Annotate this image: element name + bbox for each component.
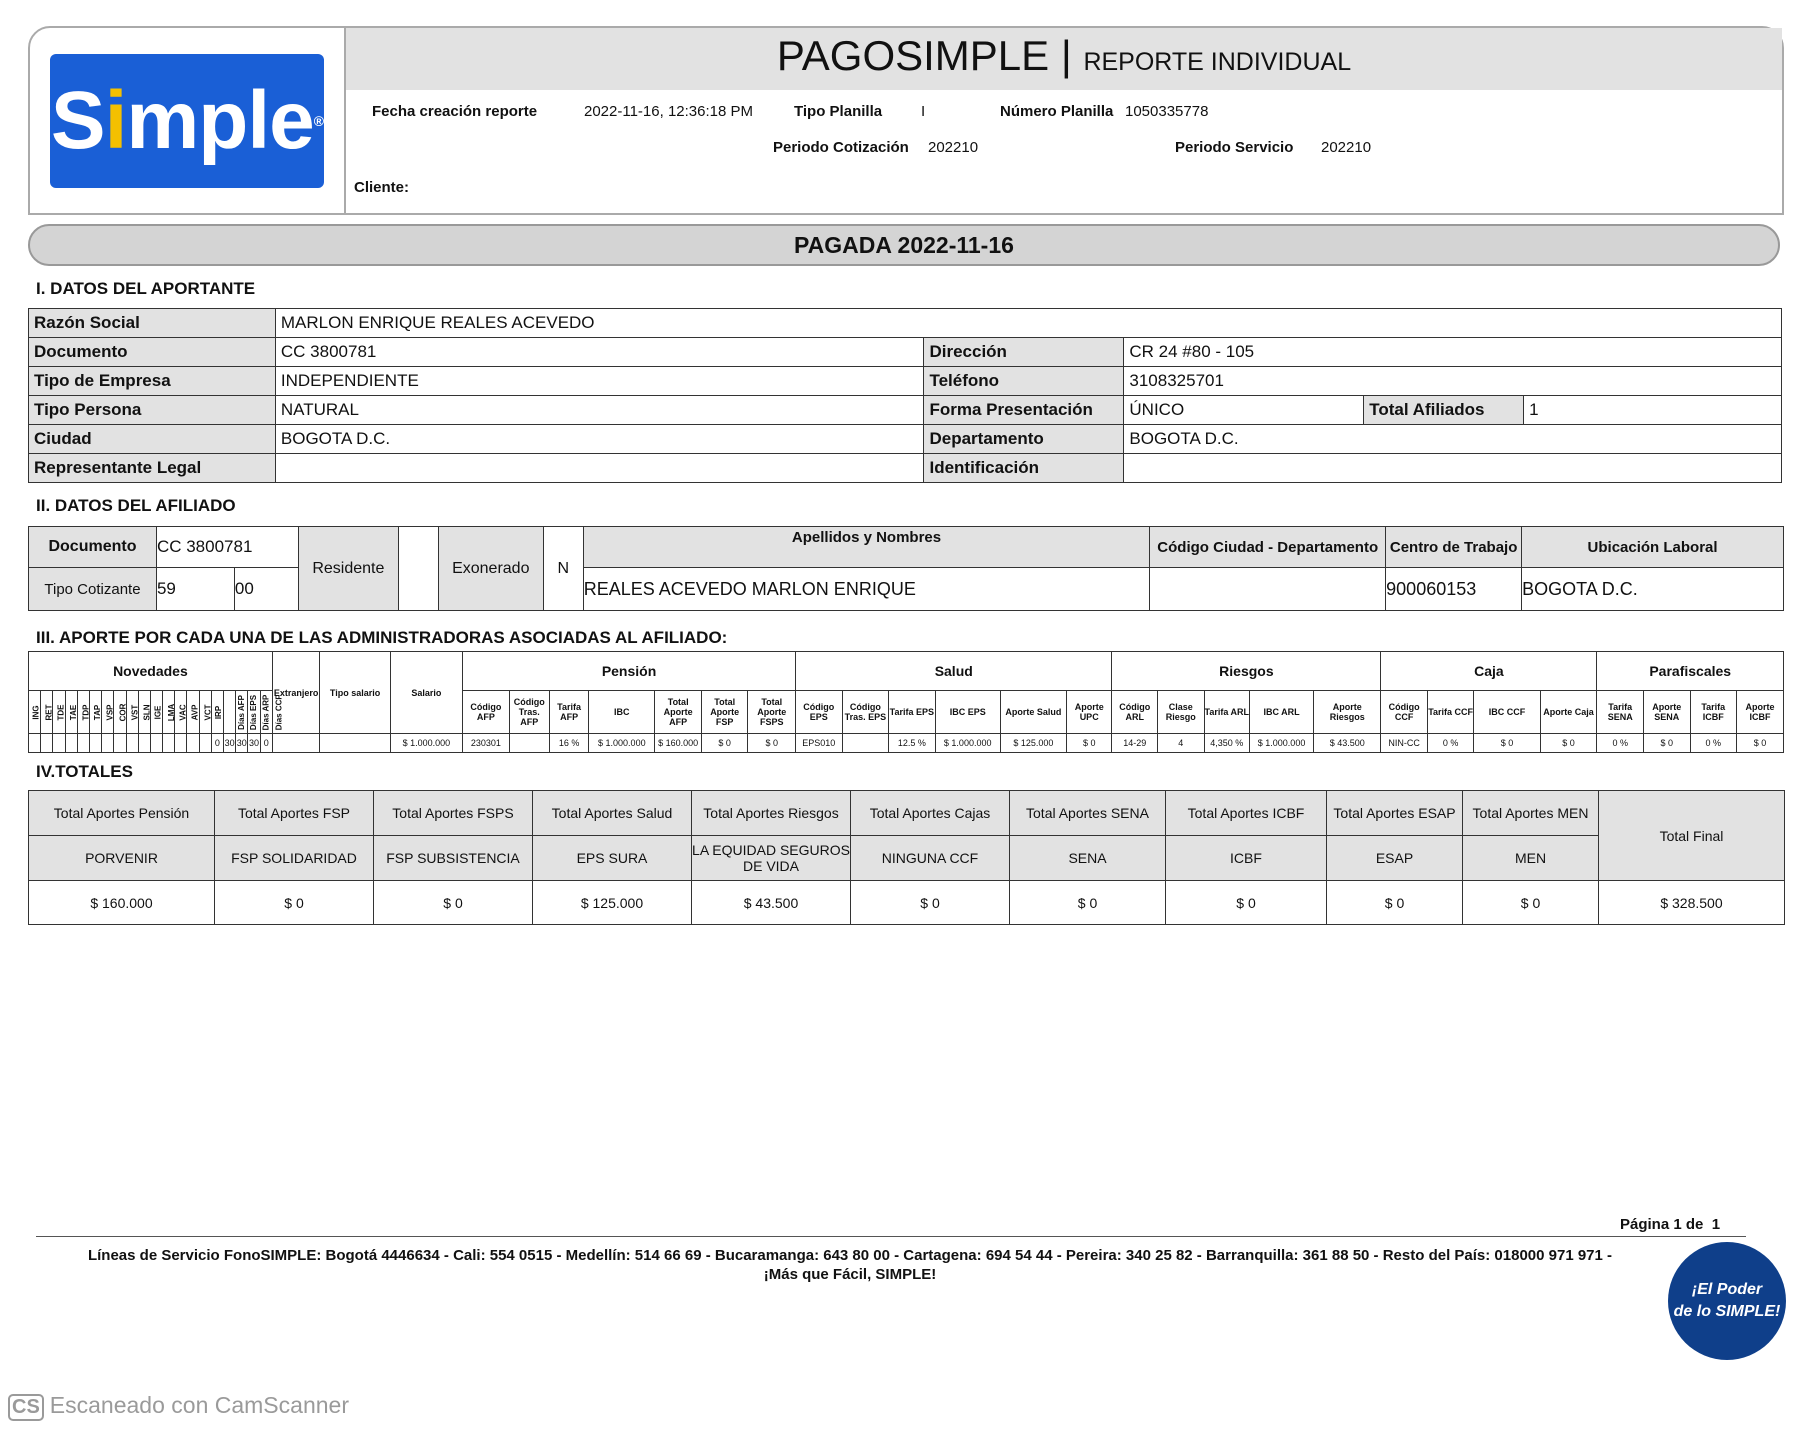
fecha-value: 2022-11-16, 12:36:18 PM [584,103,754,120]
forma-presentacion-label: Forma Presentación [924,396,1124,425]
logo-area [30,28,346,213]
total-amount: $ 0 [374,881,533,925]
table-cell [163,734,175,753]
novedad-header: AVP [187,691,199,734]
total-header: Total Aportes Salud [533,791,692,836]
column-header: Total Aporte FSPS [748,691,796,734]
novedad-header: VSP [102,691,114,734]
report-subtitle: REPORTE INDIVIDUAL [1083,48,1352,76]
table-cell: EPS010 [796,734,843,753]
section-1-title: I. DATOS DEL APORTANTE [36,279,256,298]
apellidos-value: REALES ACEVEDO MARLON ENRIQUE [583,568,1150,611]
entity-name: FSP SUBSISTENCIA [374,836,533,881]
salud-header: Salud [796,652,1112,691]
exonerado-value: N [543,527,583,611]
direccion-value: CR 24 #80 - 105 [1124,338,1782,367]
table-row [29,836,1785,881]
tipo-planilla-value: I [921,103,926,120]
report-header [28,26,1784,215]
table-row [29,527,1784,568]
novedad-header: TAE [65,691,77,734]
total-amount: $ 0 [1327,881,1463,925]
column-header: Código Tras. EPS [842,691,889,734]
totales-table [28,790,1785,925]
camscanner-watermark: CS Escaneado con CamScanner [8,1392,349,1421]
entity-name: LA EQUIDAD SEGUROS DE VIDA [692,836,851,881]
column-header: Tarifa AFP [549,691,588,734]
total-header: Total Aportes SENA [1010,791,1166,836]
total-amount: $ 0 [851,881,1010,925]
table-row [29,881,1785,925]
departamento-value: BOGOTA D.C. [1124,425,1782,454]
tipo-salario-header: Tipo salario [320,652,390,734]
column-header: Tarifa EPS [889,691,936,734]
periodo-cotizacion-value: 202210 [928,139,979,156]
table-row [29,734,1784,753]
novedad-header: Días CCF [260,691,272,734]
table-cell [102,734,114,753]
table-row [29,454,1782,483]
parafiscales-header: Parafiscales [1597,652,1784,691]
total-amount: $ 0 [215,881,374,925]
table-cell: 14-29 [1112,734,1158,753]
table-cell [89,734,101,753]
exonerado-label: Exonerado [438,527,543,611]
documento-value: CC 3800781 [275,338,924,367]
title-band [346,28,1782,90]
novedad-header: TDP [77,691,89,734]
table-cell: $ 1.000.000 [390,734,462,753]
table-cell: $ 0 [748,734,796,753]
total-amount: $ 0 [1166,881,1327,925]
table-row [29,309,1782,338]
table-cell [272,734,320,753]
total-afiliados-label: Total Afiliados [1364,396,1524,425]
table-cell: 30 [248,734,260,753]
novedad-header: TDE [53,691,65,734]
periodo-servicio-label: Periodo Servicio [1175,139,1294,156]
total-header: Total Aportes Cajas [851,791,1010,836]
novedad-header: ING [29,691,41,734]
table-row [29,568,1784,611]
total-header: Total Aportes ESAP [1327,791,1463,836]
table-cell [175,734,187,753]
table-cell: $ 125.000 [1000,734,1066,753]
residente-label: Residente [298,527,398,611]
camscanner-logo: CS [8,1394,44,1421]
table-cell: 16 % [549,734,588,753]
numero-planilla-label: Número Planilla [1000,103,1114,120]
total-header: Total Aportes Riesgos [692,791,851,836]
column-header: Aporte Salud [1000,691,1066,734]
column-header: Código AFP [463,691,510,734]
novedad-header: VCT [199,691,211,734]
slogan: ¡Más que Fácil, SIMPLE! [763,1266,937,1283]
table-cell [126,734,138,753]
entity-name: EPS SURA [533,836,692,881]
table-cell [199,734,211,753]
novedad-header: LMA [163,691,175,734]
column-header: Total Aporte AFP [655,691,702,734]
periodo-servicio-value: 202210 [1321,139,1372,156]
caja-header: Caja [1381,652,1597,691]
table-row [29,338,1782,367]
total-amount: $ 0 [1010,881,1166,925]
representante-label: Representante Legal [29,454,276,483]
table-cell: $ 0 [701,734,748,753]
novedad-header: VST [126,691,138,734]
table-cell: 12.5 % [889,734,936,753]
table-cell [320,734,390,753]
total-afiliados-value: 1 [1524,396,1782,425]
table-row [29,396,1782,425]
table-cell [77,734,89,753]
total-amount: $ 43.500 [692,881,851,925]
table-cell: 0 % [1597,734,1644,753]
column-header: Código CCF [1381,691,1428,734]
entity-name: PORVENIR [29,836,215,881]
table-cell: $ 0 [1737,734,1784,753]
column-header: Código EPS [796,691,843,734]
table-cell: 0 [211,734,223,753]
column-header: Código ARL [1112,691,1158,734]
footer-text [30,1246,1670,1284]
table-cell [114,734,126,753]
documento-value: CC 3800781 [156,527,298,568]
entity-name: SENA [1010,836,1166,881]
ciudad-label: Ciudad [29,425,276,454]
centro-trabajo-value: 900060153 [1386,568,1522,611]
column-header: Aporte UPC [1066,691,1112,734]
novedad-header: Días EPS [236,691,248,734]
novedad-header: Días ARP [248,691,260,734]
total-header: Total Aportes ICBF [1166,791,1327,836]
table-cell [65,734,77,753]
identificacion-label: Identificación [924,454,1124,483]
table-cell: 230301 [463,734,510,753]
table-cell: 4 [1157,734,1204,753]
table-cell [41,734,53,753]
total-amount: $ 160.000 [29,881,215,925]
tipo-persona-value: NATURAL [275,396,924,425]
table-cell [842,734,889,753]
cliente-label: Cliente: [354,179,410,196]
afiliado-table [28,526,1784,611]
column-header: Aporte Caja [1540,691,1597,734]
novedad-header: COR [114,691,126,734]
table-cell [509,734,549,753]
salario-header: Salario [390,652,462,734]
total-header: Total Aportes MEN [1463,791,1599,836]
novedad-header: TAP [89,691,101,734]
service-lines: Líneas de Servicio FonoSIMPLE: Bogotá 4446634 - Cali: 554 0515 - Medellín: 514 66 69 - Bucaramanga: 643 80 00 - Cartagena: 694 54 44 - Pereira: 340 25 82 - Barranquilla: 361 88 50 - Resto del País: 018000 971 971 - [87,1247,1613,1264]
table-cell: 4,350 % [1204,734,1250,753]
tipo-cotizante-value: 59 [156,568,234,611]
razon-social-value: MARLON ENRIQUE REALES ACEVEDO [275,309,1781,338]
total-amount: $ 125.000 [533,881,692,925]
subtipo-value: 00 [234,568,298,611]
aportante-table [28,308,1782,483]
ubicacion-label: Ubicación Laboral [1522,527,1784,568]
table-cell [150,734,162,753]
column-header: Tarifa ICBF [1690,691,1737,734]
tipo-empresa-label: Tipo de Empresa [29,367,276,396]
column-header: Aporte ICBF [1737,691,1784,734]
centro-trabajo-label: Centro de Trabajo [1386,527,1522,568]
column-header: Aporte Riesgos [1314,691,1381,734]
entity-name: NINGUNA CCF [851,836,1010,881]
section-3-title: III. APORTE POR CADA UNA DE LAS ADMINISTRADORAS ASOCIADAS AL AFILIADO: [36,628,728,647]
ubicacion-value: BOGOTA D.C. [1522,568,1784,611]
page-number: Página 1 de 1 [1620,1216,1721,1233]
codigo-ciudad-label: Código Ciudad - Departamento [1150,527,1386,568]
report-title: PAGOSIMPLE | REPORTE INDIVIDUAL [776,32,1352,79]
total-final-value: $ 328.500 [1599,881,1785,925]
fecha-label: Fecha creación reporte [372,103,538,120]
extranjero-header: Extranjero [272,652,320,734]
novedad-header: VAC [175,691,187,734]
status-banner: PAGADA 2022-11-16 [28,224,1780,266]
telefono-label: Teléfono [924,367,1124,396]
column-header: IBC EPS [935,691,1000,734]
column-header: Clase Riesgo [1157,691,1204,734]
novedad-header: RET [41,691,53,734]
table-cell: $ 0 [1540,734,1597,753]
table-row [29,791,1785,836]
table-cell: $ 0 [1474,734,1540,753]
apellidos-label: Apellidos y Nombres [583,527,1150,568]
total-header: Total Aportes Pensión [29,791,215,836]
table-cell: 0 % [1427,734,1474,753]
footer-divider [36,1236,1746,1237]
table-row [29,367,1782,396]
documento-label: Documento [29,527,157,568]
table-cell: $ 0 [1066,734,1112,753]
table-cell [29,734,41,753]
column-header: Tarifa ARL [1204,691,1250,734]
table-cell: $ 1.000.000 [589,734,655,753]
column-header: IBC [589,691,655,734]
table-cell [187,734,199,753]
direccion-label: Dirección [924,338,1124,367]
aportes-table [28,651,1784,753]
tipo-planilla-label: Tipo Planilla [794,103,883,120]
table-cell [138,734,150,753]
total-header: Total Aportes FSP [215,791,374,836]
entity-name: ESAP [1327,836,1463,881]
table-row [29,652,1784,691]
table-cell: $ 1.000.000 [935,734,1000,753]
column-header: Total Aporte FSP [701,691,748,734]
column-header: Tarifa CCF [1427,691,1474,734]
table-cell: NIN-CC [1381,734,1428,753]
poder-simple-badge: ¡El Poder de lo SIMPLE! [1668,1242,1786,1360]
entity-name: FSP SOLIDARIDAD [215,836,374,881]
pension-header: Pensión [463,652,796,691]
table-cell: 30 [236,734,248,753]
forma-presentacion-value: ÚNICO [1124,396,1364,425]
entity-name: ICBF [1166,836,1327,881]
table-cell: 0 % [1690,734,1737,753]
section-4-title: IV.TOTALES [36,762,133,781]
table-cell: $ 0 [1643,734,1690,753]
table-cell: 30 [224,734,236,753]
residente-value [398,527,438,611]
razon-social-label: Razón Social [29,309,276,338]
total-amount: $ 0 [1463,881,1599,925]
column-header: IBC CCF [1474,691,1540,734]
riesgos-header: Riesgos [1112,652,1381,691]
codigo-ciudad-value [1150,568,1386,611]
table-row [29,425,1782,454]
entity-name: MEN [1463,836,1599,881]
documento-label: Documento [29,338,276,367]
column-header: Código Tras. AFP [509,691,549,734]
column-header: Aporte SENA [1643,691,1690,734]
ciudad-value: BOGOTA D.C. [275,425,924,454]
periodo-cotizacion-label: Periodo Cotización [773,139,909,156]
simple-logo: Simple® [50,54,324,188]
total-final-label: Total Final [1599,791,1785,881]
column-header: Tarifa SENA [1597,691,1644,734]
tipo-cotizante-label: Tipo Cotizante [29,568,157,611]
numero-planilla-value: 1050335778 [1125,103,1209,120]
table-cell: $ 43.500 [1314,734,1381,753]
identificacion-value [1124,454,1782,483]
table-cell: $ 1.000.000 [1250,734,1314,753]
departamento-label: Departamento [924,425,1124,454]
novedades-header: Novedades [29,652,273,691]
novedad-header: SLN [138,691,150,734]
column-header: IBC ARL [1250,691,1314,734]
novedad-header: IGE [150,691,162,734]
novedad-header: IRP [211,691,223,734]
section-2-title: II. DATOS DEL AFILIADO [36,496,236,515]
novedad-header: Días AFP [224,691,236,734]
representante-value [275,454,924,483]
table-cell: 0 [260,734,272,753]
table-cell: $ 160.000 [655,734,702,753]
telefono-value: 3108325701 [1124,367,1782,396]
tipo-empresa-value: INDEPENDIENTE [275,367,924,396]
tipo-persona-label: Tipo Persona [29,396,276,425]
table-cell [53,734,65,753]
total-header: Total Aportes FSPS [374,791,533,836]
